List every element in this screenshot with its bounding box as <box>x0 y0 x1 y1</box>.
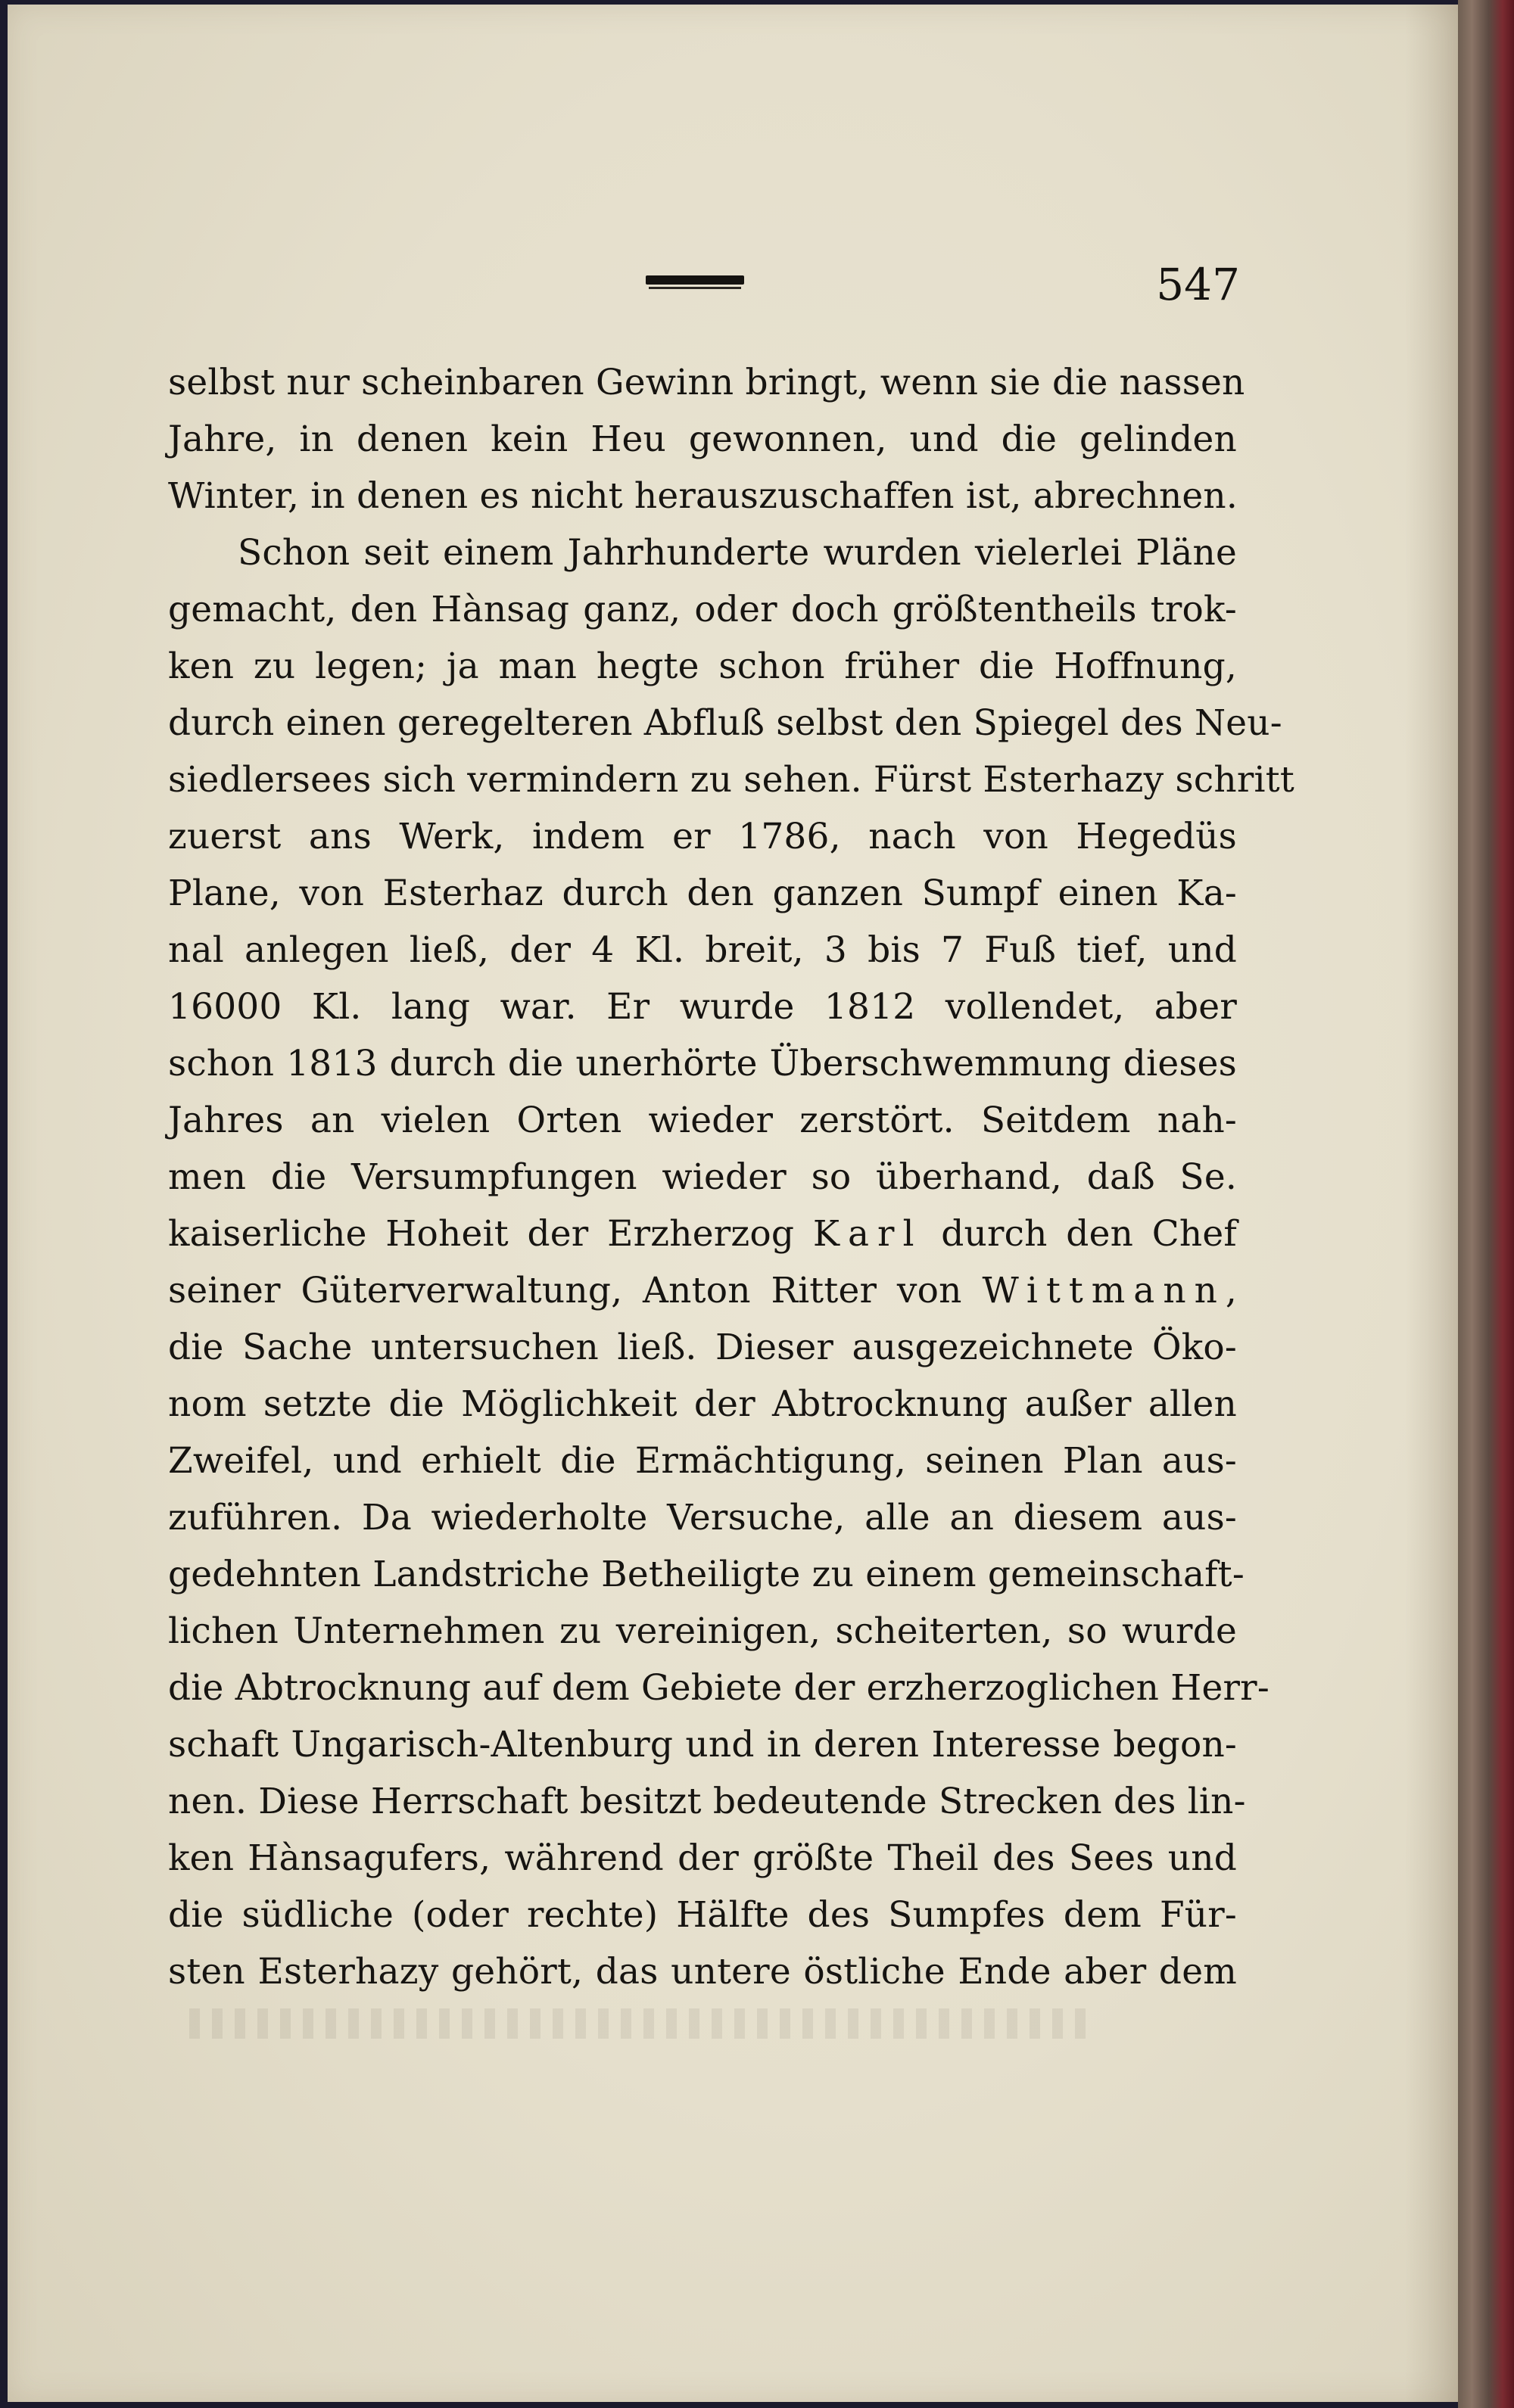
text-line: ken Hànsagufers, während der größte Theil des Sees und <box>168 1837 1237 1879</box>
body-text <box>168 354 1294 2000</box>
text-line: siedlersees sich vermindern zu sehen. Fürst Esterhazy schritt <box>168 759 1294 801</box>
spaced-name: Karl <box>812 1213 923 1255</box>
show-through-shadow <box>189 2008 1098 2039</box>
text-fragment: durch den Chef <box>922 1213 1237 1255</box>
text-line: Jahre, in denen kein Heu gewonnen, und die gelinden <box>168 418 1237 460</box>
book-spine-edge <box>1458 0 1514 2408</box>
text-line <box>168 1206 1237 1262</box>
text-line: Winter, in denen es nicht herauszuschaffen ist, abrechnen. <box>168 475 1238 517</box>
text-line: nal anlegen ließ, der 4 Kl. breit, 3 bis 7 Fuß tief, und <box>168 929 1237 971</box>
text-line: selbst nur scheinbaren Gewinn bringt, wenn sie die nassen <box>168 362 1245 403</box>
text-line: nom setzte die Möglichkeit der Abtrocknung außer allen <box>168 1383 1237 1425</box>
text-line: zuführen. Da wiederholte Versuche, alle an diesem aus- <box>168 1497 1237 1538</box>
text-line: die südliche (oder rechte) Hälfte des Sumpfes dem Für- <box>168 1894 1237 1936</box>
page-number: 547 <box>1156 259 1240 310</box>
text-line: Jahres an vielen Orten wieder zerstört. Seitdem nah- <box>168 1100 1237 1141</box>
text-fragment: kaiserliche Hoheit der Erzherzog <box>168 1213 813 1255</box>
text-line: nen. Diese Herrschaft besitzt bedeutende Strecken des lin- <box>168 1781 1246 1822</box>
text-line: men die Versumpfungen wieder so überhand, daß Se. <box>168 1156 1237 1198</box>
spaced-name: Wittmann <box>982 1270 1226 1311</box>
text-fragment: seiner Güterverwaltung, Anton Ritter von <box>168 1270 983 1311</box>
text-line: schaft Ungarisch-Altenburg und in deren Interesse begon- <box>168 1724 1237 1766</box>
text-line: die Abtrocknung auf dem Gebiete der erzherzoglichen Herr- <box>168 1667 1269 1709</box>
text-line: Zweifel, und erhielt die Ermächtigung, seinen Plan aus- <box>168 1440 1237 1482</box>
header-rule <box>646 275 744 285</box>
text-line: gedehnten Landstriche Betheiligte zu einem gemeinschaft- <box>168 1554 1245 1595</box>
text-line: 16000 Kl. lang war. Er wurde 1812 vollendet, aber <box>168 986 1237 1028</box>
text-line <box>168 1262 1237 1319</box>
text-line: schon 1813 durch die unerhörte Überschwemmung dieses <box>168 1043 1237 1084</box>
text-line: durch einen geregelteren Abfluß selbst den Spiegel des Neu- <box>168 702 1282 744</box>
text-line: die Sache untersuchen ließ. Dieser ausgezeichnete Öko- <box>168 1327 1237 1368</box>
text-line: gemacht, den Hànsag ganz, oder doch größtentheils trok- <box>168 589 1237 630</box>
paragraph-start-line: Schon seit einem Jahrhunderte wurden vielerlei Pläne <box>238 532 1237 574</box>
text-line: Plane, von Esterhaz durch den ganzen Sumpf einen Ka- <box>168 873 1237 914</box>
paper-page <box>8 5 1458 2402</box>
text-fragment: , <box>1225 1270 1237 1311</box>
text-line: lichen Unternehmen zu vereinigen, scheiterten, so wurde <box>168 1610 1237 1652</box>
text-line: ken zu legen; ja man hegte schon früher die Hoffnung, <box>168 646 1237 687</box>
text-line: zuerst ans Werk, indem er 1786, nach von Hegedüs <box>168 816 1237 857</box>
text-line: sten Esterhazy gehört, das untere östliche Ende aber dem <box>168 1951 1237 1993</box>
